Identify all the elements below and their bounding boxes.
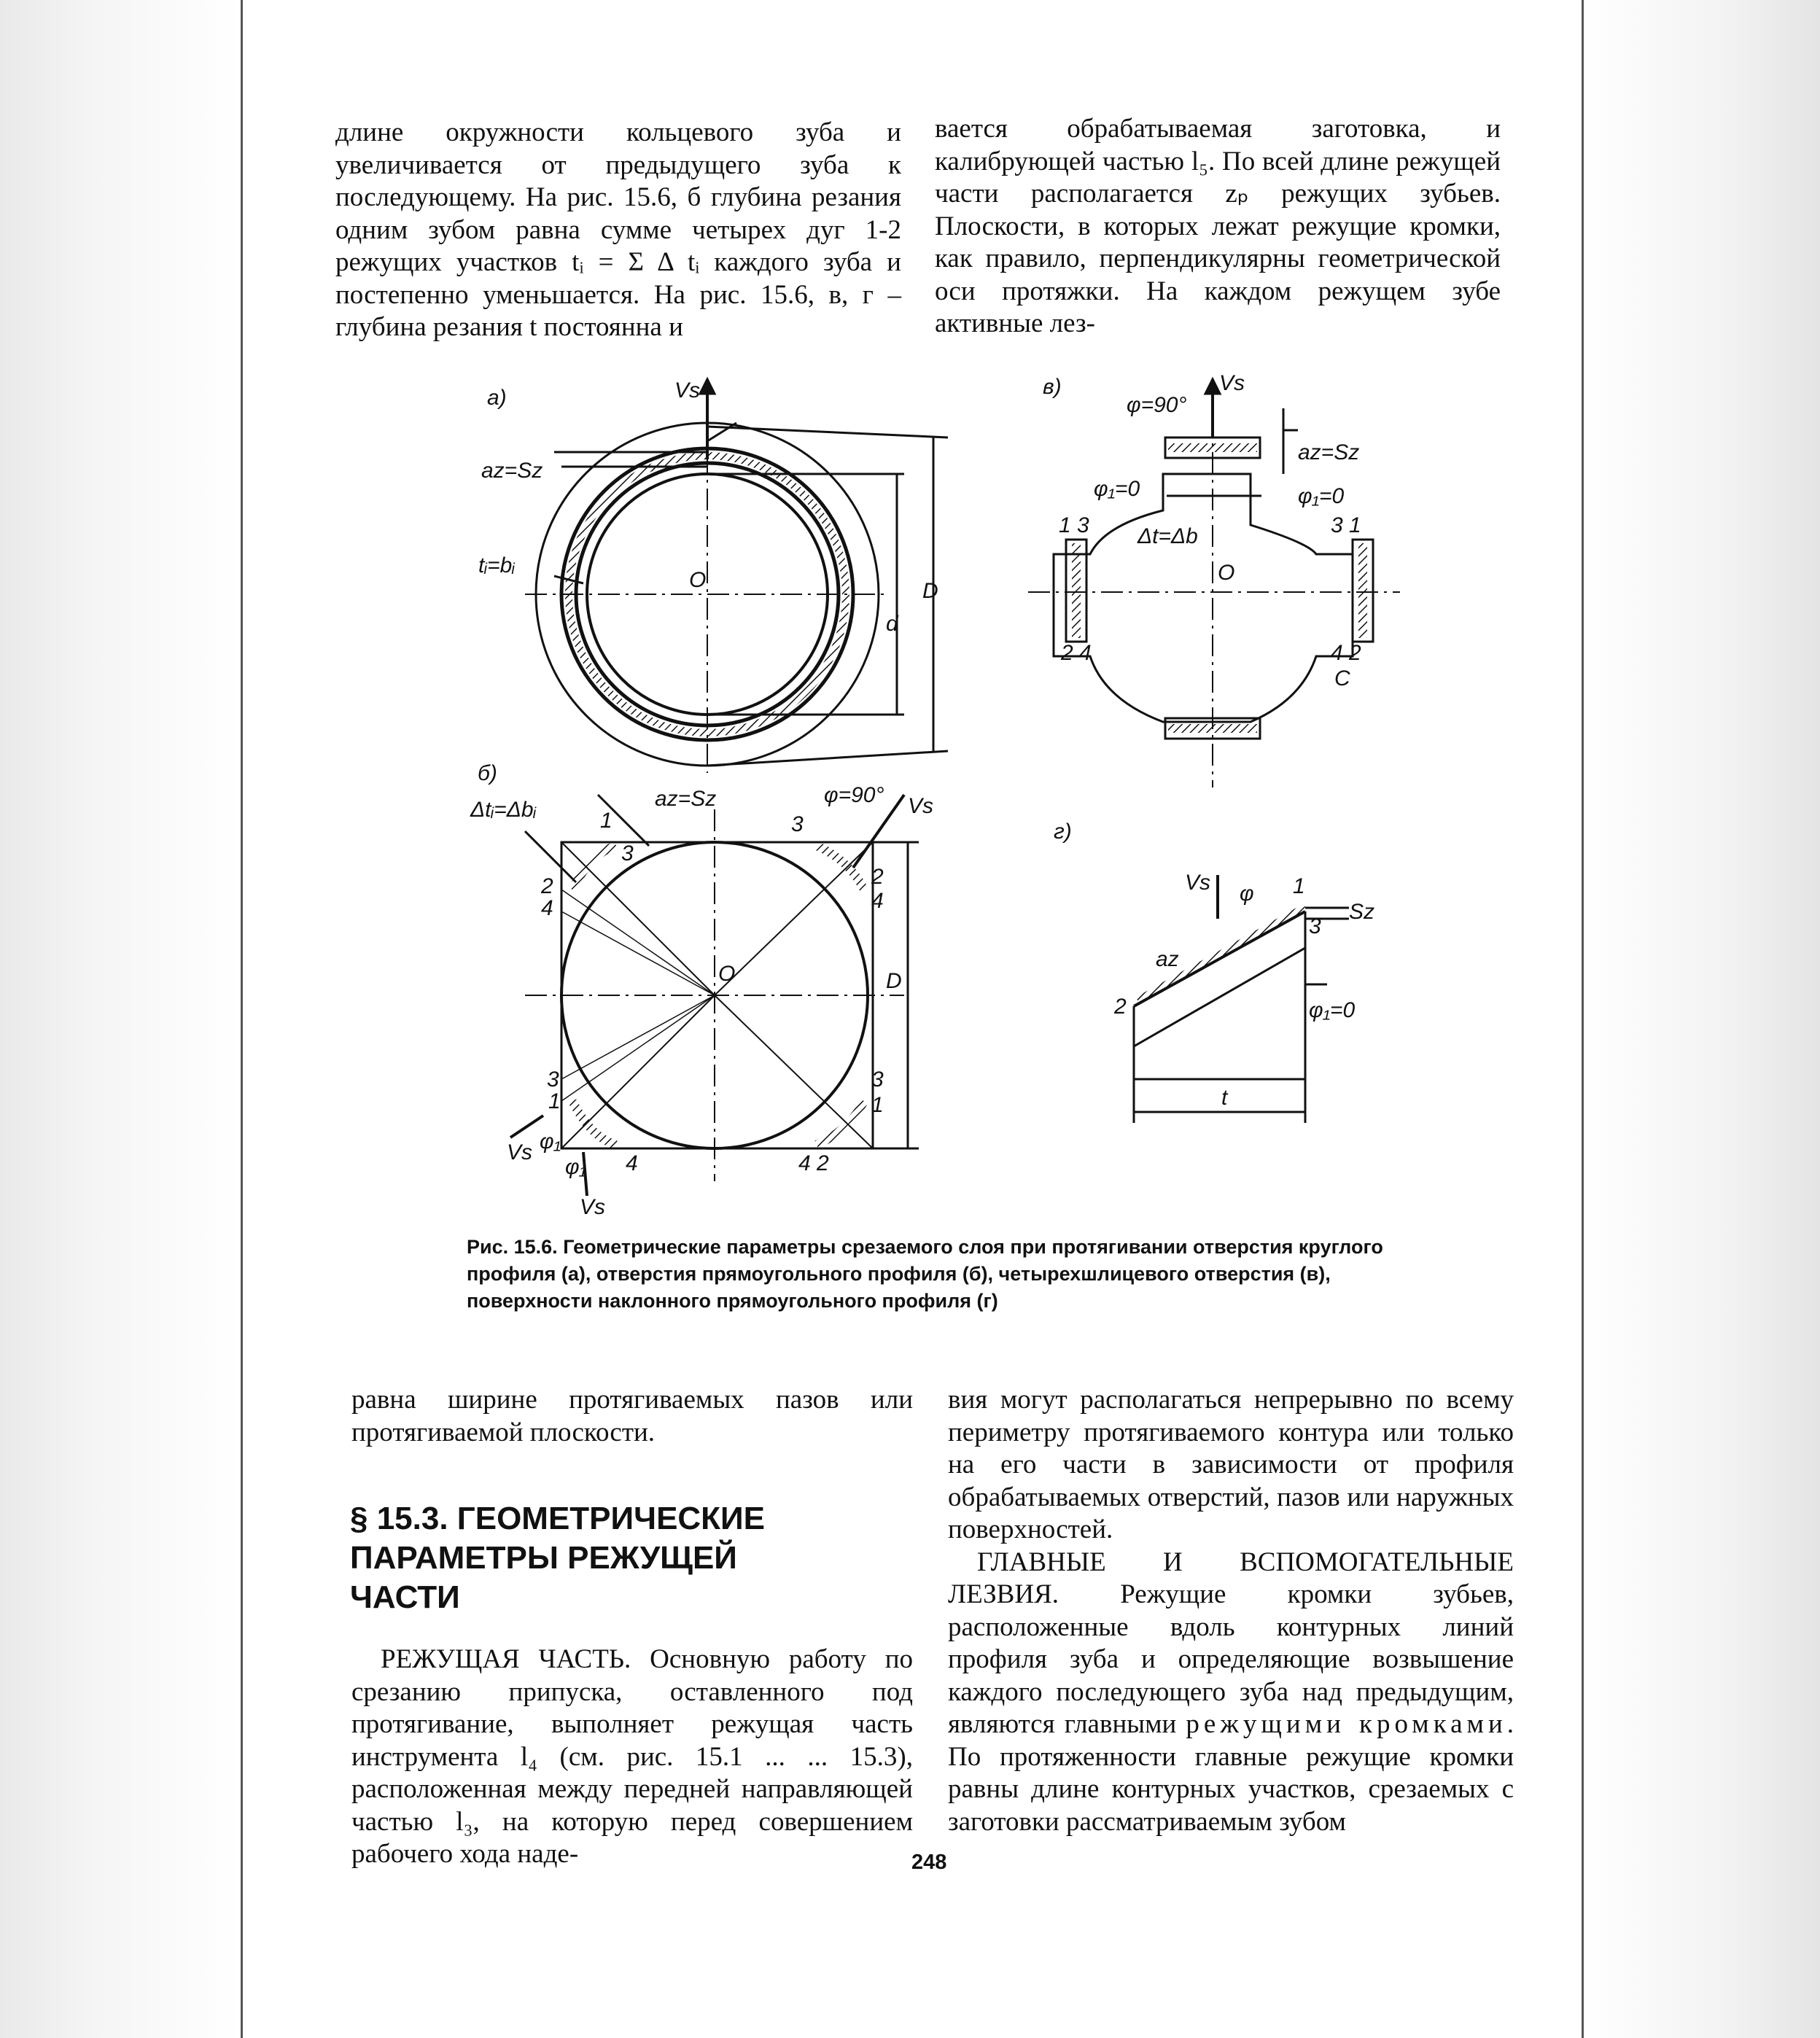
bottom-right-para2-start: ГЛАВНЫЕ И ВСПОМОГАТЕЛЬНЫЕ ЛЕЗВИЯ. Режущие кромки зубьев, расположенные вдоль контурных линий профиля зуба и определяющие возвышение каждого последующего зуба над предыдущим, являются главными: [948, 1547, 1514, 1739]
label-b-3br: 3: [871, 1067, 884, 1092]
label-b-3r: 3: [791, 812, 804, 836]
top-left-text: длине окружности кольцевого зуба и увеличивается от предыдущего зуба к последующему. На рис. 15.6, б глубина резания одним зубом равна сумме четырех дуг 1-2 режущих участков tᵢ = Σ Δ tᵢ каждого зуба и постепенно уменьшается. На рис. 15.6, в, г – глубина резания t постоянна и: [335, 117, 901, 342]
label-13-v: 1 3: [1059, 513, 1089, 537]
section-heading: § 15.3. ГЕОМЕТРИЧЕСКИЕ ПАРАМЕТРЫ РЕЖУЩЕЙ ЧАСТИ: [350, 1501, 766, 1615]
label-g-3: 3: [1309, 914, 1321, 938]
bottom-right-spaced: режущими кромками: [1186, 1709, 1507, 1739]
panel-a-drawing: [525, 379, 948, 773]
label-g-1: 1: [1293, 874, 1305, 898]
label-d-small: d: [886, 612, 898, 636]
figure-caption: [467, 1234, 1400, 1315]
bottom-right-para2-end: . По протяженности главные режущие кромки равны длине контурных участков, срезаемых с заготовки рассматриваемым зубом: [948, 1709, 1514, 1837]
bottom-left-column: [351, 1384, 913, 1449]
page-number: 248: [911, 1851, 947, 1874]
label-t-g: t: [1221, 1086, 1228, 1110]
label-b-1: 1: [600, 809, 612, 833]
label-vs-a: Vs: [674, 378, 701, 402]
label-vs-b-left: Vs: [507, 1140, 533, 1164]
label-az-sz-b: az=Sz: [655, 787, 717, 811]
label-31-v: 3 1: [1331, 513, 1361, 537]
label-g-2: 2: [1114, 995, 1127, 1019]
label-dt-db: Δt=Δb: [1138, 524, 1198, 548]
label-b-42: 4 2: [798, 1151, 829, 1175]
label-24-v: 2 4: [1061, 641, 1092, 665]
bottom-right-text: вия могут располагаться непрерывно по всему периметру протягиваемого контура или только на его части в зависимости от профиля обрабатываемых отверстий, пазов или наружных поверхностей.: [948, 1385, 1514, 1544]
label-42-v: 4 2: [1331, 641, 1361, 665]
label-b-4: 4: [541, 896, 553, 920]
bottom-right-column: [948, 1384, 1514, 1838]
label-vs-b-top: Vs: [908, 794, 934, 818]
label-phi90-v: φ=90°: [1127, 393, 1187, 417]
label-d-big-a: D: [922, 579, 938, 603]
label-panel-b: б): [478, 761, 497, 785]
label-panel-a: а): [487, 386, 507, 410]
label-b-4bl: 4: [626, 1151, 638, 1175]
label-b-4r: 4: [871, 889, 884, 913]
bottom-left-para2: РЕЖУЩАЯ ЧАСТЬ. Основную работу по срезанию припуска, оставленного под протягивание, выполняет режущая часть инструмента l₄ (см. рис. 15.1 ... ... 15.3), расположенная между передней направляющей частью l₃, на которую перед совершением рабочего хода наде-: [351, 1644, 913, 1869]
label-b-2r: 2: [871, 865, 884, 889]
label-az-sz-v: az=Sz: [1298, 440, 1360, 464]
label-az-sz-a: az=Sz: [481, 459, 543, 483]
panel-b-drawing: [510, 795, 919, 1196]
bottom-left-column-2: [351, 1644, 913, 1871]
top-right-text: вается обрабатываемая заготовка, и калибрующей частью l₅. По всей длине режущей части располагается zₚ режущих зубьев. Плоскости, в которых лежат режущие кромки, как правило, перпендикулярны геометрической оси протяжки. На каждом режущем зубе активные лез-: [935, 114, 1501, 338]
caption-lead: Рис. 15.6.: [467, 1236, 558, 1258]
label-c: C: [1334, 666, 1350, 691]
label-center-a: O: [689, 568, 707, 592]
label-b-3: 3: [621, 841, 634, 866]
label-panel-v: в): [1043, 375, 1062, 399]
label-phi1-0-left: φ₁=0: [1094, 477, 1140, 501]
label-b-2: 2: [541, 874, 553, 898]
label-phi1-0-g: φ₁=0: [1309, 998, 1356, 1022]
label-center-v: O: [1218, 561, 1235, 585]
label-d-big-b: D: [886, 969, 902, 993]
label-phi1-b-1: φ₁: [540, 1129, 561, 1154]
label-phi1-0-right: φ₁=0: [1298, 484, 1345, 508]
label-vs-v: Vs: [1219, 371, 1245, 395]
bottom-right-para2: [948, 1547, 1514, 1839]
label-phi1-b-2: φ₁: [565, 1155, 587, 1179]
label-az-g: az: [1156, 947, 1179, 971]
label-ti-bi: tᵢ=bᵢ: [478, 553, 516, 577]
label-panel-g: г): [1054, 820, 1072, 844]
label-b-3bl: 3: [547, 1067, 559, 1092]
label-vs-g: Vs: [1185, 871, 1211, 895]
label-dti-dbi: Δtᵢ=Δbᵢ: [470, 798, 537, 822]
label-phi-g: φ: [1240, 882, 1254, 906]
caption-text: Геометрические параметры срезаемого слоя при протягивании отверстия круглого профиля (а), отверстия прямоугольного профиля (б), четырехшлицевого отверстия (в), поверхности наклонного прямоугольного профиля (г): [467, 1236, 1383, 1312]
label-vs-b-bottom: Vs: [580, 1195, 606, 1219]
bottom-left-text: равна ширине протягиваемых пазов или протягиваемой плоскости.: [351, 1385, 913, 1447]
label-sz-g: Sz: [1349, 900, 1375, 924]
label-phi90-b: φ=90°: [824, 783, 884, 807]
label-center-b: O: [718, 962, 736, 986]
label-b-1bl: 1: [548, 1089, 561, 1113]
label-b-1br: 1: [871, 1093, 884, 1117]
